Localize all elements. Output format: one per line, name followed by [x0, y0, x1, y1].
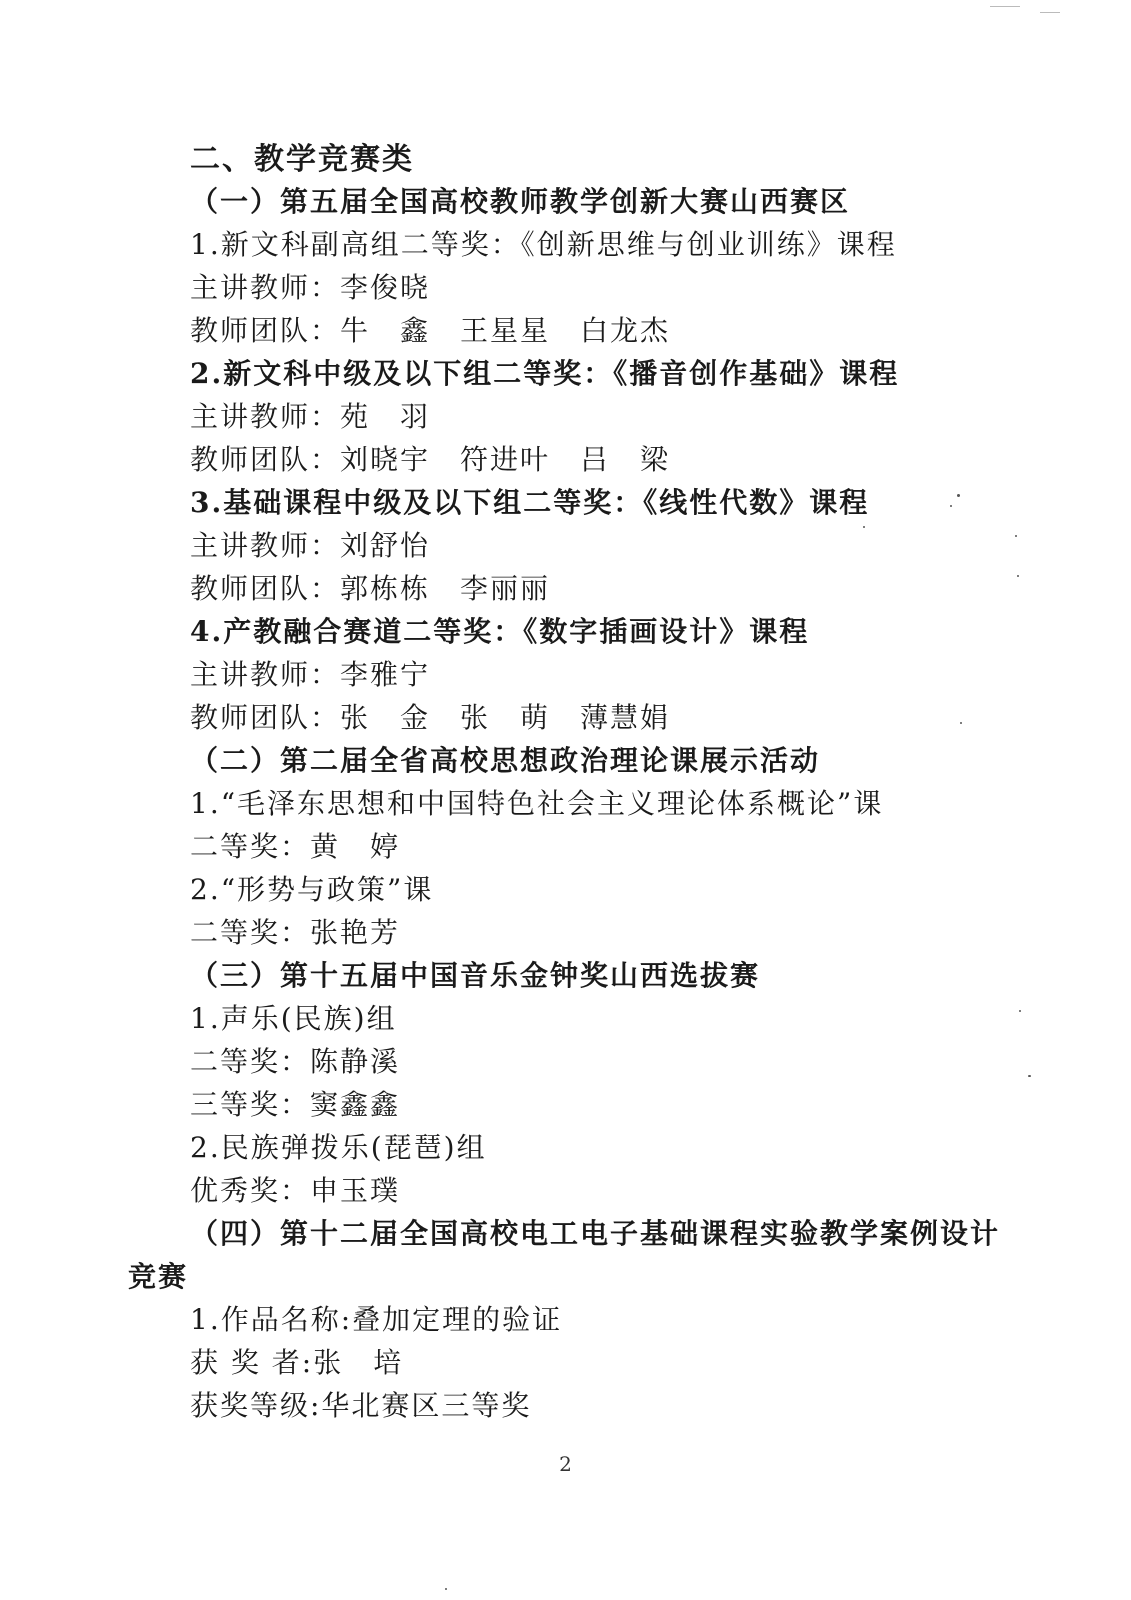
scan-speck [863, 526, 865, 528]
group-item-2: 2.民族弹拨乐(琵琶)组 [190, 1131, 487, 1164]
scan-speck [1015, 535, 1017, 537]
scan-speck [1028, 1075, 1031, 1077]
subsection-heading-3: （三）第十五届中国音乐金钟奖山西选拔赛 [190, 959, 761, 992]
teacher-team-3: 教师团队：郭栋栋 李丽丽 [190, 572, 551, 605]
group-item-1: 1.声乐(民族)组 [190, 1002, 397, 1035]
award-item-2: 2.新文科中级及以下组二等奖：《播音创作基础》课程 [190, 357, 900, 390]
subsection-heading-2: （二）第二届全省高校思想政治理论课展示活动 [190, 744, 821, 777]
subsection-heading-4-continued: 竞赛 [128, 1260, 189, 1293]
lead-teacher-1: 主讲教师：李俊晓 [190, 271, 431, 304]
scan-speck [960, 722, 962, 724]
teacher-team-2: 教师团队：刘晓宇 符进叶 吕 梁 [190, 443, 671, 476]
award-level: 获奖等级:华北赛区三等奖 [190, 1389, 532, 1422]
scan-speck [445, 1588, 447, 1590]
scan-mark [1040, 12, 1060, 13]
subsection-heading-1: （一）第五届全国高校教师教学创新大赛山西赛区 [190, 185, 851, 218]
award-winner-6: 获 奖 者:张 培 [190, 1346, 404, 1379]
teacher-team-4: 教师团队：张 金 张 萌 薄慧娟 [190, 701, 671, 734]
course-item-1: 1.“毛泽东思想和中国特色社会主义理论体系概论”课 [190, 787, 884, 820]
scan-speck [1019, 1010, 1021, 1012]
award-winner-3: 二等奖：陈静溪 [190, 1045, 401, 1078]
subsection-heading-4: （四）第十二届全国高校电工电子基础课程实验教学案例设计 [190, 1217, 1001, 1250]
award-item-4: 4.产教融合赛道二等奖：《数字插画设计》课程 [190, 615, 810, 648]
lead-teacher-3: 主讲教师：刘舒怡 [190, 529, 431, 562]
scan-speck [1017, 575, 1019, 577]
award-winner-5: 优秀奖：申玉璞 [190, 1174, 401, 1207]
award-item-1: 1.新文科副高组二等奖：《创新思维与创业训练》课程 [190, 228, 897, 261]
work-title: 1.作品名称:叠加定理的验证 [190, 1303, 563, 1336]
course-item-2: 2.“形势与政策”课 [190, 873, 434, 906]
award-winner-1: 二等奖：黄 婷 [190, 830, 401, 863]
lead-teacher-2: 主讲教师：苑 羽 [190, 400, 431, 433]
lead-teacher-4: 主讲教师：李雅宁 [190, 658, 431, 691]
page-number: 2 [559, 1452, 572, 1476]
award-winner-2: 二等奖：张艳芳 [190, 916, 401, 949]
section-title: 二、教学竞赛类 [190, 142, 414, 177]
award-item-3: 3.基础课程中级及以下组二等奖：《线性代数》课程 [190, 486, 870, 519]
award-winner-4: 三等奖：窦鑫鑫 [190, 1088, 401, 1121]
scan-mark [990, 6, 1020, 7]
scan-speck [950, 505, 952, 507]
scan-speck [957, 494, 960, 497]
teacher-team-1: 教师团队：牛 鑫 王星星 白龙杰 [190, 314, 671, 347]
